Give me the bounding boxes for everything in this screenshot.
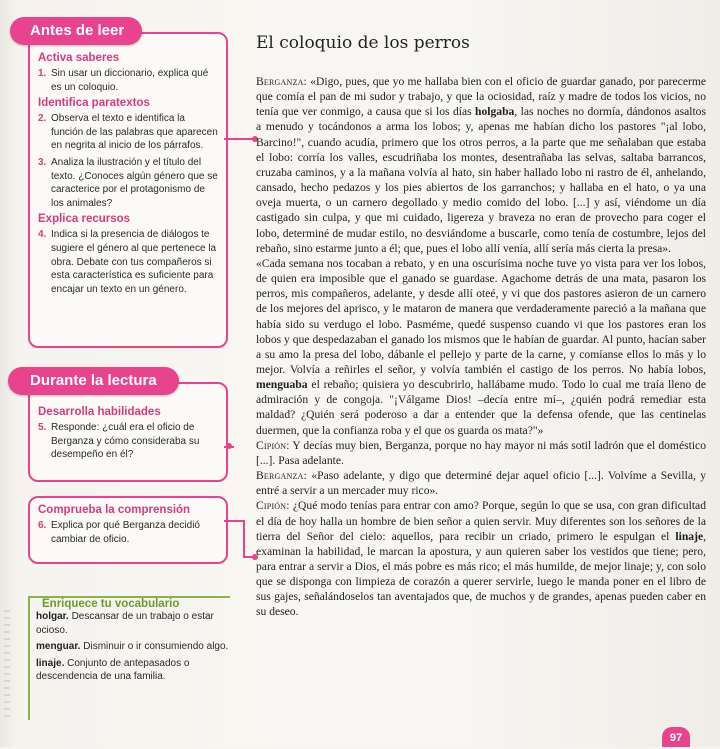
question-number: 4. xyxy=(38,229,47,241)
question-text: Sin usar un diccionario, explica qué es un coloquio. xyxy=(51,68,209,93)
question-text: Analiza la ilustración y el título del texto. ¿Conoces algún género que se caracterice por el protagonismo de los animales? xyxy=(51,156,218,209)
connector-dot xyxy=(226,443,232,449)
vocab-box xyxy=(28,596,230,720)
paragraph xyxy=(256,74,706,256)
vocab-highlight: linaje xyxy=(675,529,704,543)
vocab-highlight: menguaba xyxy=(256,378,308,392)
paragraph-text: , examinan la habilidad, le marcan la apostura, y aun quieren saber los vestidos que tiene; pero, para entrar a servir a Dios, el más pobre es más rico; el más humilde, de mejor linaje; y, con solo que se disponga con limpieza de corazón a querer servirle, luego le manda poner en el libro de sus gajes, señalándoselos tan aventajados que, de muchos y de grandes, apenas pueden caber en su deseo. xyxy=(256,529,706,619)
paragraph-text: ¿Qué modo tenías para entrar con amo? Porque, según lo que se usa, con gran dificultad el día de hoy halla un hombre de bien señor a quien servir. Muy diferentes son los señores de la tierra del Señor del cielo: aquellos, para recibir un criado, primero le espulgan el xyxy=(256,499,706,543)
question-item xyxy=(38,421,218,462)
speaker-label: Cipión: xyxy=(256,438,290,452)
question-item xyxy=(38,112,218,153)
connector-line xyxy=(224,520,245,522)
section-heading: Comprueba la comprensión xyxy=(38,504,191,516)
question-number: 2. xyxy=(38,113,47,125)
vocab-entry xyxy=(36,610,230,637)
question-item xyxy=(38,228,218,296)
question-text: Observa el texto e identifica la función de las palabras que aparecen en negrita al inicio de los párrafos. xyxy=(51,113,218,152)
vocab-highlight: holgaba xyxy=(475,105,515,119)
connector-line xyxy=(224,138,254,140)
paragraph-text: Y decías muy bien, Berganza, porque no hay mayor ni más sotil ladrón que el doméstico [...]. Pasa adelante. xyxy=(256,438,706,467)
question-number: 6. xyxy=(38,520,47,531)
paragraph xyxy=(256,438,706,468)
section-heading: Identifica paratextos xyxy=(38,97,150,110)
vocab-definition: Descansar de un trabajo o estar ocioso. xyxy=(36,611,214,636)
vocab-term: linaje. xyxy=(36,657,65,669)
reading-text xyxy=(256,74,706,620)
sidebar xyxy=(0,0,235,747)
page-title: El coloquio de los perros xyxy=(256,33,470,53)
paragraph-text: , las noches no dormía, dándonos asaltos a menudo y tocándonos a arma los lobos; y, apenas me habían dicho los pastores "¡al lobo, Barcino!", cuando acudía, primero que los otros perros, a la parte que me señalaban que estaba el lobo: corría los valles, escudriñaba los montes, desentrañaba las selvas, saltaba barrancos, cruzaba caminos, y a la mañana volvía al hato, sin haber hallado lobo ni rastro de él, anhelando, cansado, hecho pedazos y los pies abiertos de los garranchos; y hallaba en el hato, o ya una oveja muerta, o un carnero degollado y medio comido del lobo. [...] y así, viéndome un día castigado sin culpa, y que mi cuidado, ligereza y braveza no eran de provecho para coger el lobo, determiné de mudar estilo, no desviándome a buscarle, como tenía de costumbre, lejos del rebaño, sino estarme junto a él; que, pues el lobo allí venía, allí sería más cierta la presa». xyxy=(256,105,706,255)
question-text: Explica por qué Berganza decidió cambiar de oficio. xyxy=(51,520,200,545)
paragraph-text: «Cada semana nos tocaban a rebato, y en una oscurísima noche tuve yo vista para ver los lobos, de quien era imposible que el ganado se guardase. Agachome detrás de una mata, pasaron los perros, mis compañeros, adelante, y desde allí oteé, y vi que dos pastores asieron de un carnero de los mejores del aprisco, y le mataron de manera que verdaderamente pareció a la mañana que había sido su verdugo el lobo. Pasméme, quedé suspenso cuando vi que los pastores eran los lobos y que despedazaban el ganado los mismos que le habían de guardar. Al punto, hacían saber a su amo la presa del lobo, dábanle el pellejo y parte de la carne, y comíanse ellos lo más y lo mejor. Volvía a reñirles el señor, y volvía también el castigo de los perros. No había lobos, xyxy=(256,256,706,376)
paragraph xyxy=(256,498,706,619)
connector-line xyxy=(243,520,245,558)
question-number: 3. xyxy=(38,156,47,168)
speaker-label: Berganza: xyxy=(256,469,307,483)
durante-tab: Durante la lectura xyxy=(8,367,179,395)
comprueba-box xyxy=(28,496,228,564)
speaker-label: Cipión: xyxy=(256,499,290,513)
paragraph-text: el rebaño; quisiera yo descubrirlo, hallábame mudo. Todo lo cual me traía lleno de admiración y de congoja. "¡Válgame Dios! –decía entre mí–, ¿quién podrá remediar esta maldad? ¿Quién será poderoso a dar a entender que la defensa ofende, que las centinelas duermen, que la confianza roba y el que os guarda os mata?"» xyxy=(256,378,706,437)
paragraph xyxy=(256,256,706,438)
vocab-definition: Disminuir o ir consumiendo algo. xyxy=(80,641,229,653)
page-number: 97 xyxy=(662,727,690,747)
vocab-term: holgar. xyxy=(36,611,69,622)
question-text: Responde: ¿cuál era el oficio de Berganza y cómo consideraba su desempeño en él? xyxy=(51,422,200,461)
antes-tab: Antes de leer xyxy=(10,17,142,45)
question-number: 1. xyxy=(38,68,47,79)
question-item xyxy=(38,67,218,94)
paragraph-text: «Digo, pues, que yo me hallaba bien con el oficio de guardar ganado, por parecerme que comía el pan de mi sudor y trabajo, y que la ociosidad, raíz y madre de todos los vicios, no tenía que ver conmigo, a causa que si los días xyxy=(256,75,706,119)
section-heading: Explica recursos xyxy=(38,213,131,226)
section-heading: Desarrolla habilidades xyxy=(38,406,161,418)
vocab-title: Enriquece tu vocabulario xyxy=(38,598,183,610)
vocab-entry xyxy=(36,657,230,684)
question-item xyxy=(38,519,218,546)
question-item xyxy=(38,156,218,210)
vocab-term: menguar. xyxy=(36,641,81,653)
section-heading: Activa saberes xyxy=(38,52,120,64)
question-text: Indica si la presencia de diálogos te sugiere el género al que pertenece la obra. Debate con tus compañeros si esta característica es suficiente para encajar un texto en un género. xyxy=(51,229,217,295)
vocab-entry xyxy=(36,640,230,654)
question-number: 5. xyxy=(38,422,47,433)
paragraph xyxy=(256,468,706,498)
speaker-label: Berganza: xyxy=(256,75,307,88)
vocab-definition: Conjunto de antepasados o descendencia de una familia. xyxy=(36,657,190,683)
antes-box xyxy=(28,32,228,348)
durante-box xyxy=(28,382,228,482)
paragraph-text: «Paso adelante, y digo que determiné dejar aquel oficio [...]. Volvíme a Sevilla, y entré a servir a un mercader muy rico». xyxy=(256,469,706,498)
